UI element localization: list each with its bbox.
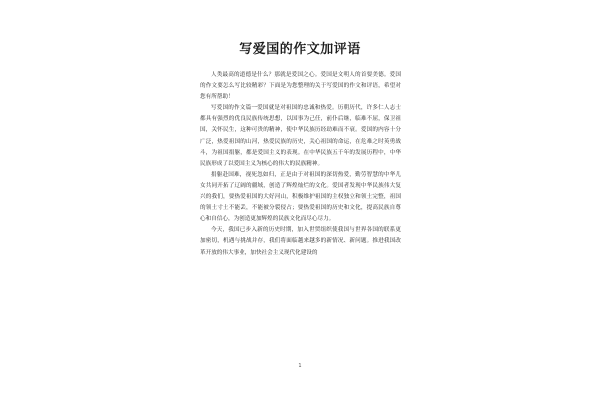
paragraph-today: 今天，我国已步入新的历史时期，加入世贸组织使我国与世界各国的联系更加密切，机遇与挑战并存，我们将面临越来越多的新情况、新问题。推进我国改革开放的伟大事业，加快社会主义现代化建设的 bbox=[200, 227, 401, 256]
page-number: 1 bbox=[298, 363, 302, 369]
paragraph-sacrifice: 捐躯赴国难，视死忽如归，正是由于对祖国的深切热爱，勤劳智慧的中华儿女共同开拓了辽阔的疆域，创造了辉煌灿烂的文化。爱国者发现中华民族伟大复兴的我们，要热爱祖国的大好河山，积极维护祖国的主权独立和领土完整，祖国的领土寸土不能丢，不能被分裂侵占；要热爱祖国的历史和文化，提高民族自尊心和自信心，为创造更加辉煌的民族文化而尽心尽力。 bbox=[200, 171, 401, 223]
paragraph-essay-one: 写爱国的作文篇一爱国就是对祖国的忠诚和热爱。历朝历代，许多仁人志士都具有强烈的优良民族传统思想，以国事为己任，前仆后继，临难不屈，保卫祖国，关怀民生，这种可贵的精神，使中华民族历经劫难而不衰。爱国的内容十分广泛，热爱祖国的山河，热爱民族的历史，关心祖国的命运，在危难之时英勇战斗，为祖国捐躯，都是爱国主义的表现。在中华民族五千年的发展历程中，中华民族形成了以爱国主义为核心的伟大的民族精神。 bbox=[200, 105, 401, 167]
document-title: 写爱国的作文加评语 bbox=[239, 42, 361, 57]
paragraph-intro: 人类最高的道德是什么？那就是爱国之心。爱国是文明人的首要美德。爱国的作文要怎么写比较精彩？下面是为您整理的关于写爱国的作文和评语，希望对您有所帮助！ bbox=[200, 72, 401, 101]
document-body bbox=[200, 70, 401, 259]
